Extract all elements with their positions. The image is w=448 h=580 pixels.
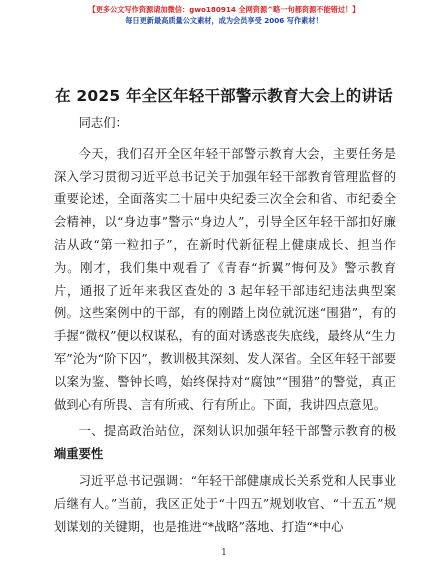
document-body: [54, 112, 396, 538]
promo-banner: [0, 4, 448, 26]
page-number: 1: [221, 548, 227, 558]
paragraph-intro: 今天，我们召开全区年轻干部警示教育大会，主要任务是深入学习贯彻习近平总书记关于加强年轻干部教育管理监督的重要论述，全面落实二十届中央纪委三次全会和省、市纪委全会精神，以“身边事”警示“身边人”，引导全区年轻干部扣好廉洁从政“第一粒扣子”，在新时代新征程上健康成长、担当作为。刚才，我们集中观看了《青春“折翼”悔何及》警示教育片，通报了近年来我区查处的 3 起年轻干部违纪违法典型案例。这些案例中的干部，有的刚踏上岗位就沉迷“围猎”，有的手握“微权”便以权谋私，有的面对诱惑丧失底线，最终从“生力军”沦为“阶下囚”，教训极其深刻、发人深省。全区年轻干部要以案为鉴、警钟长鸣，始终保持对“腐蚀”“围猎”的警觉，真正做到心有所畏、言有所戒、行有所止。下面，我讲四点意见。: [54, 146, 396, 412]
document-title: 在 2025 年全区年轻干部警示教育大会上的讲话: [55, 87, 393, 105]
section-heading-1-bold: 端重要性: [54, 446, 104, 462]
section-heading-1: [54, 420, 396, 466]
promo-banner-line1: 【更多公文写作资源请加微信：gwo180914 全网资源^略一句都资源不能错过！】: [88, 5, 360, 14]
salutation: 同志们：: [78, 116, 128, 130]
section-heading-1-text: 一、提高政治站位，深刻认识加强年轻干部警示教育的极: [78, 424, 396, 439]
promo-banner-line2: 每日更新最高质量公文素材，成为会员享受 2006 写作素材！: [125, 16, 323, 25]
paragraph-section-1: 习近平总书记强调：“年轻干部健康成长关系党和人民事业后继有人。”当前，我区正处于“十四五”规划收官、“十五五”规划谋划的关键期，也是推进“*战略”落地、打造“*中心: [54, 473, 396, 534]
